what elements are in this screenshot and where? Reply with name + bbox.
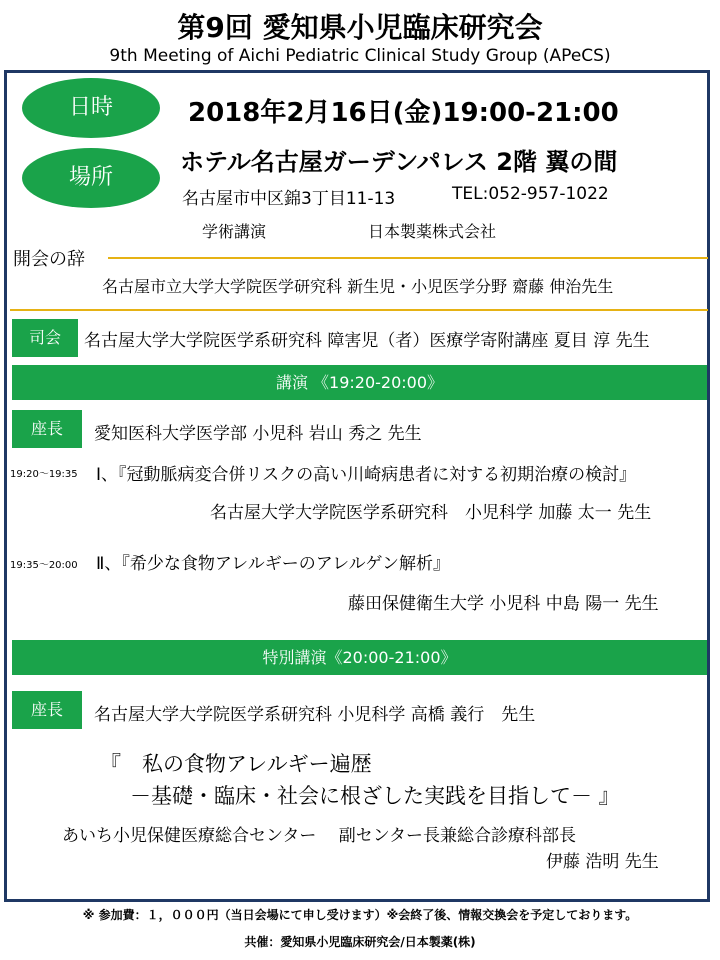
cosponsor-label: 学術講演 bbox=[202, 222, 267, 241]
special-speaker-affiliation: あいち小児保健医療総合センター 副センター長兼総合診療科部長 bbox=[62, 826, 577, 846]
gold-divider bbox=[108, 257, 708, 259]
opening-speaker: 名古屋市立大学大学院医学研究科 新生児・小児医学分野 齋藤 伸治先生 bbox=[102, 277, 614, 296]
moderator-name: 名古屋大学大学院医学系研究科 障害児（者）医療学寄附講座 夏目 淳 先生 bbox=[84, 331, 650, 351]
date-label-badge bbox=[22, 78, 160, 138]
special-chair-name: 名古屋大学大学院医学系研究科 小児科学 高橋 義行 先生 bbox=[94, 705, 536, 725]
special-title-line2: －基礎・臨床・社会に根ざした実践を目指して－ 』 bbox=[130, 784, 620, 808]
talk-2-speaker: 藤田保健衛生大学 小児科 中島 陽一 先生 bbox=[348, 594, 659, 614]
talk-1-speaker: 名古屋大学大学院医学系研究科 小児科学 加藤 太一 先生 bbox=[210, 503, 652, 523]
page-title: 第9回 愛知県小児臨床研究会 bbox=[177, 11, 543, 44]
talk-1-title: Ⅰ、『冠動脈病変合併リスクの高い川崎病患者に対する初期治療の検討』 bbox=[96, 465, 637, 485]
fee-note: ※ 参加費：１，０００円（当日会場にて申し受けます）※会終了後、情報交換会を予定しております。 bbox=[82, 908, 638, 922]
special-section-title: 特別講演《20:00-21:00》 bbox=[262, 648, 457, 667]
date-label: 日時 bbox=[68, 95, 113, 120]
talk-2-time: 19:35～20:00 bbox=[10, 560, 78, 571]
event-venue: ホテル名古屋ガーデンパレス 2階 翼の間 bbox=[180, 148, 618, 176]
talk-2-title: Ⅱ、『希少な食物アレルギーのアレルゲン解析』 bbox=[96, 554, 450, 574]
special-chair-badge bbox=[12, 691, 82, 729]
lecture-chair-badge bbox=[12, 410, 82, 448]
venue-address: 名古屋市中区錦3丁目11-13 bbox=[182, 189, 396, 209]
gold-divider bbox=[10, 309, 708, 311]
moderator-label-badge bbox=[12, 319, 78, 357]
venue-label: 場所 bbox=[68, 165, 113, 190]
venue-phone: TEL:052-957-1022 bbox=[452, 184, 609, 204]
venue-label-badge bbox=[22, 148, 160, 208]
opening-label: 開会の辞 bbox=[13, 249, 85, 270]
cosponsor-name: 日本製薬株式会社 bbox=[368, 222, 497, 241]
lecture-section-bar bbox=[12, 365, 707, 400]
moderator-label: 司会 bbox=[28, 328, 61, 347]
talk-1-time: 19:20～19:35 bbox=[10, 469, 78, 480]
special-title-line1: 『 私の食物アレルギー遍歴 bbox=[100, 752, 372, 776]
page-subtitle: 9th Meeting of Aichi Pediatric Clinical Study Group (APeCS) bbox=[109, 46, 611, 66]
lecture-chair-label: 座長 bbox=[30, 419, 63, 438]
special-section-bar bbox=[12, 640, 707, 675]
lecture-chair-name: 愛知医科大学医学部 小児科 岩山 秀之 先生 bbox=[94, 424, 422, 444]
lecture-section-title: 講演 《19:20-20:00》 bbox=[275, 373, 444, 392]
organizers: 共催：愛知県小児臨床研究会/日本製薬(株) bbox=[244, 935, 476, 949]
special-chair-label: 座長 bbox=[30, 700, 63, 719]
special-speaker-name: 伊藤 浩明 先生 bbox=[546, 852, 659, 872]
event-date: 2018年2月16日(金)19:00-21:00 bbox=[188, 98, 619, 128]
